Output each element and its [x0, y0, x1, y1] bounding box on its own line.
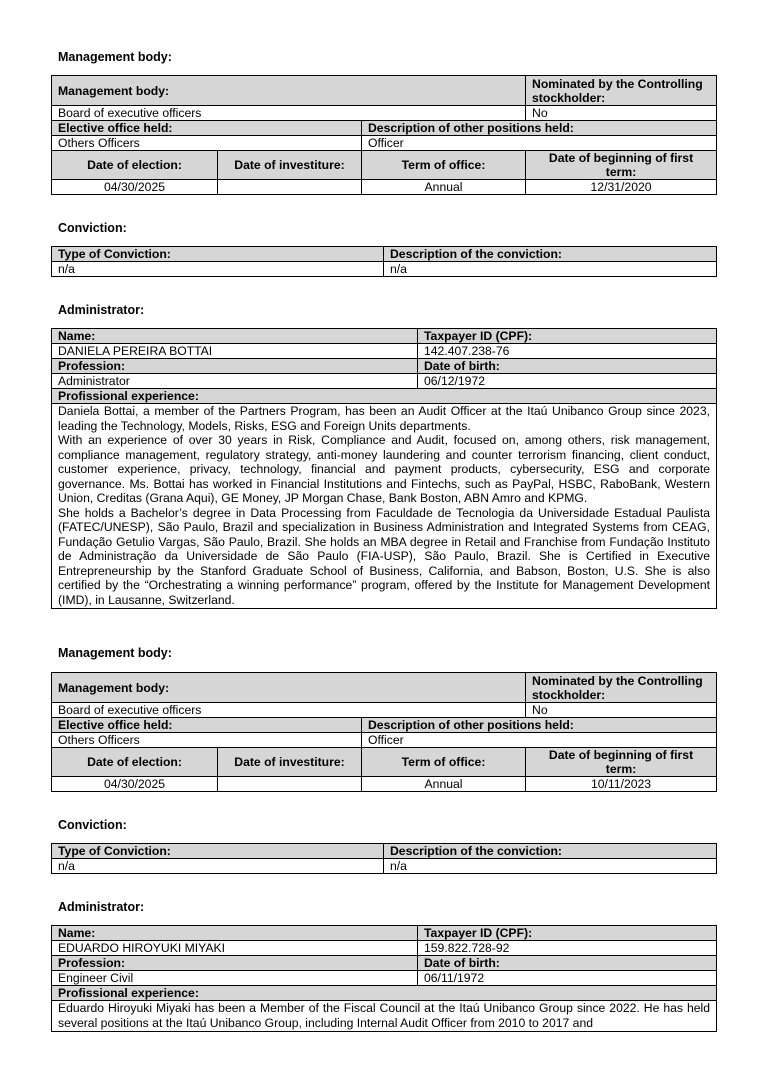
label-date-of-election: Date of election:	[52, 748, 218, 777]
label-type-of-conviction: Type of Conviction:	[52, 247, 384, 262]
label-first-term: Date of beginning of first term:	[526, 748, 717, 777]
value-elective-office: Others Officers	[52, 733, 362, 748]
value-type-of-conviction: n/a	[52, 859, 384, 874]
value-date-of-investiture	[218, 777, 362, 792]
label-nominated: Nominated by the Controlling stockholder:	[526, 76, 717, 106]
label-date-of-election: Date of election:	[52, 151, 218, 180]
label-date-of-investiture: Date of investiture:	[218, 151, 362, 180]
value-date-of-birth: 06/11/1972	[418, 971, 717, 986]
value-first-term: 12/31/2020	[526, 180, 717, 195]
value-name: EDUARDO HIROYUKI MIYAKI	[52, 941, 418, 956]
value-nominated: No	[526, 106, 717, 121]
value-cpf: 142.407.238-76	[418, 344, 717, 359]
label-conviction-description: Description of the conviction:	[384, 247, 717, 262]
label-conviction-description: Description of the conviction:	[384, 844, 717, 859]
administrator-heading: Administrator:	[58, 303, 145, 317]
value-first-term: 10/11/2023	[526, 777, 717, 792]
experience-paragraph: Daniela Bottai, a member of the Partners Program, has been an Audit Officer at the Itaú Unibanco Group since 2023, leading the Technology, Models, Risks, ESG and Foreign Units departments.	[58, 404, 710, 433]
management-body-heading: Management body:	[58, 646, 172, 660]
value-name: DANIELA PEREIRA BOTTAI	[52, 344, 418, 359]
conviction-heading: Conviction:	[58, 818, 127, 832]
professional-experience-text	[52, 1001, 717, 1032]
value-elective-office: Others Officers	[52, 136, 362, 151]
value-date-of-birth: 06/12/1972	[418, 374, 717, 389]
experience-paragraph: She holds a Bachelor’s degree in Data Processing from Faculdade de Tecnologia da Universidade Estadual Paulista (FATEC/UNESP), São Paulo, Brazil and specialization in Business Administration and Integrated Systems from CEAG, Fundação Getulio Vargas, São Paulo, Brazil. She holds an MBA degree in Retail and Franchise from Fundação Instituto de Administração da Universidade de São Paulo (FIA-USP), São Paulo, Brazil. She is Certified in Executive Entrepreneurship by the Stanford Graduate School of Business, California, and Babson, Boston, U.S. She is also certified by the “Orchestrating a winning performance” program, offered by the Institute for Management Development (IMD), in Lausanne, Switzerland.	[58, 505, 710, 607]
label-cpf: Taxpayer ID (CPF):	[418, 926, 717, 941]
label-date-of-birth: Date of birth:	[418, 956, 717, 971]
administrator-heading: Administrator:	[58, 900, 145, 914]
value-profession: Administrator	[52, 374, 418, 389]
label-professional-experience: Profissional experience:	[52, 389, 717, 404]
label-elective-office: Elective office held:	[52, 718, 362, 733]
conviction-heading: Conviction:	[58, 221, 127, 235]
value-conviction-description: n/a	[384, 859, 717, 874]
administrator-table	[51, 925, 717, 1032]
label-cpf: Taxpayer ID (CPF):	[418, 329, 717, 344]
value-date-of-election: 04/30/2025	[52, 777, 218, 792]
value-management-body: Board of executive officers	[52, 106, 526, 121]
label-other-positions: Description of other positions held:	[362, 121, 717, 136]
value-other-positions: Officer	[362, 136, 717, 151]
value-management-body: Board of executive officers	[52, 703, 526, 718]
label-first-term: Date of beginning of first term:	[526, 151, 717, 180]
administrator-table	[51, 328, 717, 609]
label-management-body: Management body:	[52, 673, 526, 703]
conviction-table	[51, 246, 717, 277]
professional-experience-text	[52, 404, 717, 609]
label-term-of-office: Term of office:	[362, 748, 526, 777]
label-name: Name:	[52, 926, 418, 941]
label-name: Name:	[52, 329, 418, 344]
value-date-of-election: 04/30/2025	[52, 180, 218, 195]
label-nominated: Nominated by the Controlling stockholder:	[526, 673, 717, 703]
label-date-of-birth: Date of birth:	[418, 359, 717, 374]
value-other-positions: Officer	[362, 733, 717, 748]
label-profession: Profession:	[52, 956, 418, 971]
value-profession: Engineer Civil	[52, 971, 418, 986]
label-elective-office: Elective office held:	[52, 121, 362, 136]
value-date-of-investiture	[218, 180, 362, 195]
value-cpf: 159.822.728-92	[418, 941, 717, 956]
label-type-of-conviction: Type of Conviction:	[52, 844, 384, 859]
conviction-table	[51, 843, 717, 874]
label-profession: Profession:	[52, 359, 418, 374]
value-type-of-conviction: n/a	[52, 262, 384, 277]
value-conviction-description: n/a	[384, 262, 717, 277]
label-other-positions: Description of other positions held:	[362, 718, 717, 733]
value-term-of-office: Annual	[362, 180, 526, 195]
experience-paragraph: With an experience of over 30 years in Risk, Compliance and Audit, focused on, among others, risk management, compliance management, regulatory strategy, anti-money laundering and counter terrorism financing, client conduct, customer experience, privacy, technology, financial and payment products, cybersecurity, ESG and corporate governance. Ms. Bottai has worked in Financial Institutions and Fintechs, such as PayPal, HSBC, RaboBank, Western Union, Creditas (Grana Aqui), GE Money, JP Morgan Chase, Bank Boston, ABN Amro and KPMG.	[58, 433, 710, 505]
value-nominated: No	[526, 703, 717, 718]
label-professional-experience: Profissional experience:	[52, 986, 717, 1001]
management-body-table	[51, 75, 717, 195]
label-date-of-investiture: Date of investiture:	[218, 748, 362, 777]
management-body-heading: Management body:	[58, 50, 172, 64]
experience-paragraph: Eduardo Hiroyuki Miyaki has been a Member of the Fiscal Council at the Itaú Unibanco Group since 2022. He has held several positions at the Itaú Unibanco Group, including Internal Audit Officer from 2010 to 2017 and	[58, 1001, 710, 1030]
value-term-of-office: Annual	[362, 777, 526, 792]
management-body-table	[51, 672, 717, 792]
label-management-body: Management body:	[52, 76, 526, 106]
label-term-of-office: Term of office:	[362, 151, 526, 180]
